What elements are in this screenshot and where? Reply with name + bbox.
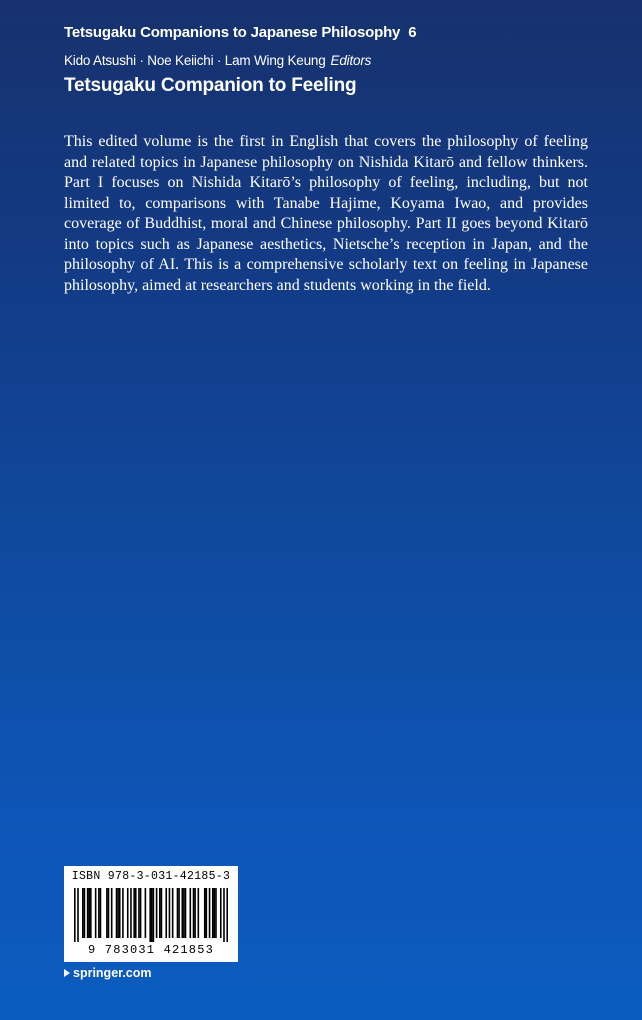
book-description: This edited volume is the first in English that covers the philosophy of feeling and related topics in Japanese philosophy on Nishida Kitarō and fellow thinkers. Part I focuses on Nishida Kitarō’s philosophy of feeling, including, but not limited to, comparisons with Tanabe Hajime, Koyama Iwao, and provides coverage of Buddhist, moral and Chinese philosophy. Part II goes beyond Kitarō into topics such as Japanese aesthetics, Nietsche’s reception in Japan, and the philosophy of AI. This is a comprehensive scholarly text on feeling in Japanese philosophy, aimed at researchers and students working in the field. bbox=[64, 133, 588, 294]
book-title: Tetsugaku Companion to Feeling bbox=[64, 75, 357, 96]
series-header bbox=[64, 24, 416, 41]
isbn-barcode bbox=[64, 866, 238, 962]
editors-line bbox=[64, 53, 371, 68]
barcode-digits: 9 783031 421853 bbox=[87, 943, 215, 957]
publisher-link[interactable] bbox=[64, 966, 152, 980]
isbn-label: ISBN 978-3-031-42185-3 bbox=[71, 870, 231, 883]
series-title: Tetsugaku Companions to Japanese Philosophy bbox=[64, 24, 401, 41]
editors-role: Editors bbox=[330, 53, 372, 68]
editor-names: Kido Atsushi · Noe Keiichi · Lam Wing Keung bbox=[64, 53, 326, 68]
barcode-bars-icon bbox=[74, 888, 228, 942]
series-number: 6 bbox=[408, 24, 417, 41]
arrow-right-icon bbox=[64, 969, 70, 977]
publisher-url: springer.com bbox=[73, 966, 152, 980]
